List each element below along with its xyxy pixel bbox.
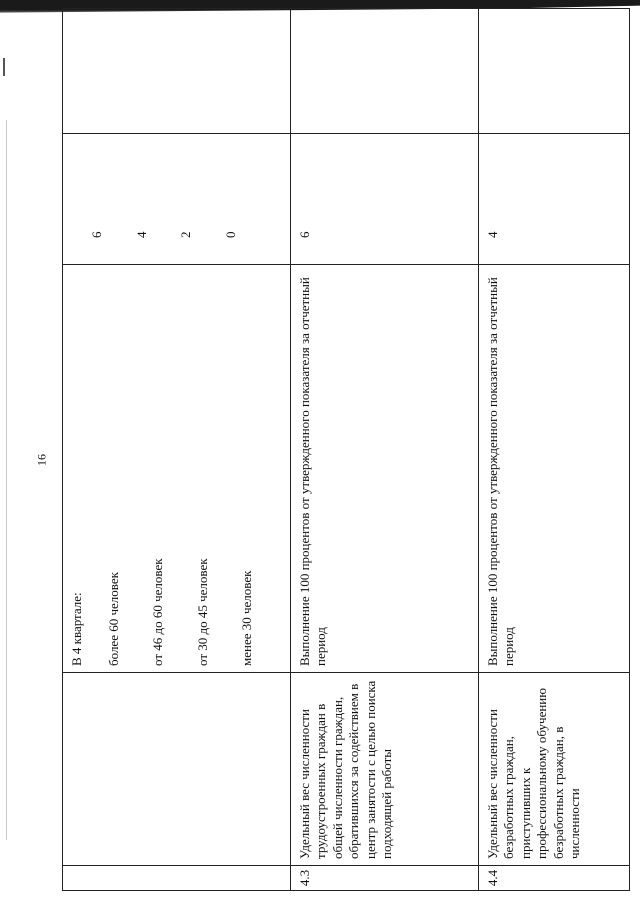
points-value: 2	[178, 231, 193, 238]
cell-extra	[290, 9, 478, 134]
points-value: 4	[484, 231, 500, 238]
cell-num: 4.3	[290, 866, 478, 891]
cell-extra	[478, 9, 629, 134]
page-number: 16	[34, 454, 49, 466]
table-row-4-3	[290, 9, 478, 891]
cell-points	[290, 134, 478, 265]
cell-criteria: Выполнение 100 процентов от утвержденного показателя за отчетный период	[478, 265, 629, 673]
points-value: 4	[133, 231, 149, 238]
cell-extra	[63, 9, 291, 134]
points-value: 0	[222, 231, 238, 238]
cell-name: Удельный вес численности трудоустроенных граждан в общей численности граждан, обратившихся за содействием в центр занятости с целью поиска подходящей работы	[290, 673, 478, 866]
cell-num: 4.4	[478, 866, 629, 891]
quarter-header: В 4 квартале:	[69, 592, 84, 666]
criteria-line: более 60 человек	[105, 572, 121, 666]
cell-name	[63, 673, 291, 866]
points-value: 6	[89, 231, 104, 238]
cell-criteria: Выполнение 100 процентов от утвержденного показателя за отчетный период	[290, 265, 478, 673]
scan-mark	[3, 58, 5, 76]
criteria-table-sheet	[62, 66, 606, 891]
points-value: 6	[296, 231, 312, 238]
criteria-line: от 46 до 60 человек	[150, 558, 165, 666]
cell-points	[63, 134, 291, 265]
criteria-table	[62, 8, 630, 891]
cell-num	[63, 866, 291, 891]
table-row-continued	[63, 9, 291, 891]
criteria-line: от 30 до 45 человек	[194, 558, 210, 666]
table-row-4-4	[478, 9, 629, 891]
cell-criteria	[63, 265, 291, 673]
criteria-line: менее 30 человек	[239, 570, 254, 666]
cell-points	[478, 134, 629, 265]
scan-edge	[6, 120, 7, 840]
cell-name: Удельный вес численности безработных граждан, приступивших к профессиональному обучению безработных граждан, в численности	[478, 673, 629, 866]
